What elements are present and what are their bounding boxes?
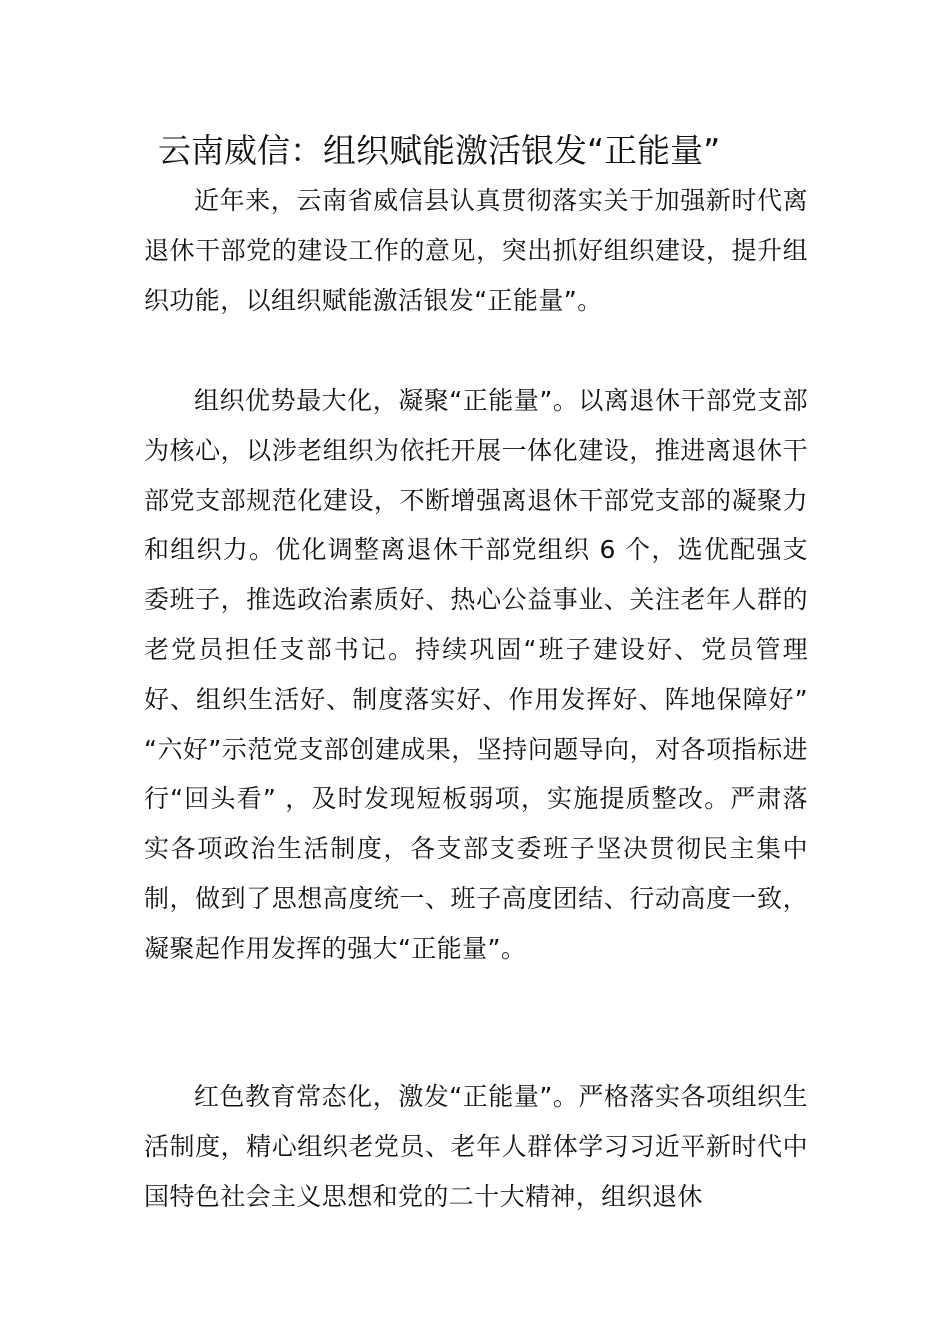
paragraph-organization-advantage: 组织优势最大化，凝聚“正能量”。以离退休干部党支部为核心，以涉老组织为依托开展一体化建设，推进离退休干部党支部规范化建设，不断增强离退休干部党支部的凝聚力和组织力。优化调整离退休干部党组织 6 个，选优配强支委班子，推选政治素质好、热心公益事业、关注老年人群的老党员担任支部书记。持续巩固“班子建设好、党员管理好、组织生活好、制度落实好、作用发挥好、阵地保障好” “六好”示范党支部创建成果，坚持问题导向，对各项指标进行“回头看” ，及时发现短板弱项，实施提质整改。严肃落实各项政治生活制度，各支部支委班子坚决贯彻民主集中制，做到了思想高度统一、班子高度团结、行动高度一致，凝聚起作用发挥的强大“正能量”。 [144,386,808,963]
paragraph-intro: 近年来，云南省威信县认真贯彻落实关于加强新时代离退休干部党的建设工作的意见，突出抓好组织建设，提升组织功能，以组织赋能激活银发“正能量”。 [144,186,808,315]
article-title: 云南威信：组织赋能激活银发“正能量” [158,131,721,170]
paragraph-red-education: 红色教育常态化，激发“正能量”。严格落实各项组织生活制度，精心组织老党员、老年人群体学习习近平新时代中国特色社会主义思想和党的二十大精神，组织退休 [144,1082,808,1211]
